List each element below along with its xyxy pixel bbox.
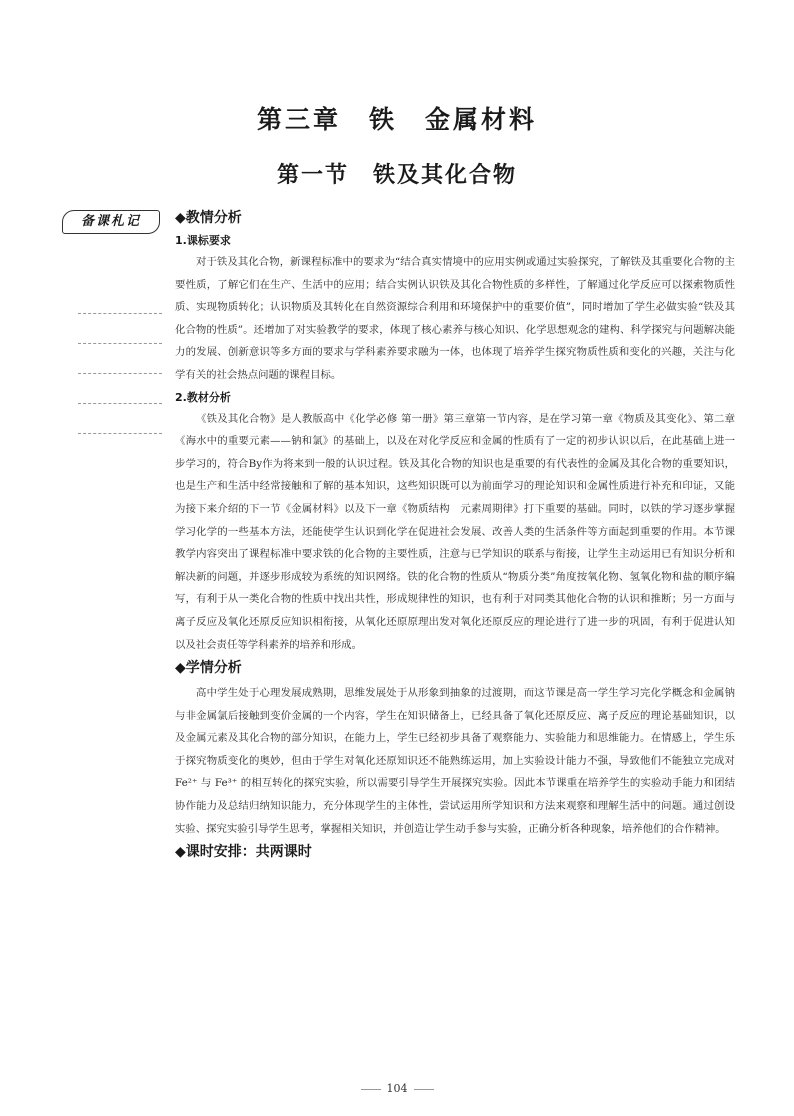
section-title: 第一节 铁及其化合物: [276, 162, 517, 188]
main-content: [175, 208, 735, 866]
textbook-analysis-heading: 2.教材分析: [175, 390, 231, 404]
curriculum-standard-heading: 1.课标要求: [175, 234, 231, 247]
curriculum-standard-text: 对于铁及其化合物，新课程标准中的要求为“结合真实情境中的应用实例或通过实验探究，了解铁及其重要化合物的主要性质，了解它们在生产、生活中的应用；结合实例认识铁及其化合物性质的多样性，了解通过化学反应可以探索物质性质、实现物质转化；认识物质及其转化在自然资源综合利用和环境保护中的重要价值”，同时增加了学生必做实验“铁及其化合物的性质”。还增加了对实验教学的要求，体现了核心素养与核心知识、化学思想观念的建构、科学探究与问题解决能力的发展、创新意识等多方面的要求与学科素养要求融为一体，也体现了培养学生探究物质性质和变化的兴趣，关注与化学有关的社会热点问题的课程目标。: [175, 256, 735, 381]
schedule-heading: ◆课时安排：共两课时: [175, 844, 312, 861]
note-line: [78, 312, 162, 314]
notes-column: [78, 250, 162, 462]
teaching-analysis-heading: ◆教情分析: [175, 210, 242, 226]
note-line: [78, 432, 162, 434]
chapter-title: 第三章 铁 金属材料: [256, 105, 537, 134]
student-analysis-text: 高中学生处于心理发展成熟期，思维发展处于从形象到抽象的过渡期，而这节课是高一学生学习完化学概念和金属钠与非金属氯后接触到变价金属的一个内容，学生在知识储备上，已经具备了氧化还原反应、离子反应的理论基础知识，以及金属元素及其化合物的部分知识，在能力上，学生已经初步具备了观察能力、实验能力和思维能力。在情感上，学生乐于探究物质变化的奥妙，但由于学生对氧化还原知识还不能熟练运用，加上实验设计能力不强，导致他们不能独立完成对 Fe²⁺ 与 Fe³⁺ 的相互转化的探究实验，所以需要引导学生开展探究实验。因此本节课重在培养学生的实验动手能力和团结协作能力及总结归纳知识能力，充分体现学生的主体性，尝试运用所学知识和方法来观察和理解生活中的问题。通过创设实验、探究实验引导学生思考，掌握相关知识，并创造让学生动手参与实验，正确分析各种现象，培养他们的合作精神。: [175, 687, 735, 835]
textbook-analysis-text: 《铁及其化合物》是人教版高中《化学必修 第一册》第三章第一节内容，是在学习第一章《物质及其变化》、第二章《海水中的重要元素——钠和氯》的基础上，以及在对化学反应和金属的性质有了一定的初步认识以后，在此基础上进一步学习的，符合By作为将来到一般的认识过程。铁及其化合物的知识也是重要的有代表性的金属及其化合物的重要知识，也是生产和生活中经常接触和了解的基本知识，这些知识既可以为前面学习的理论知识和金属性质进行补充和印证，又能为接下来介绍的下一节《金属材料》以及下一章《物质结构 元素周期律》打下重要的基础。同时，以铁的学习逐步掌握学习化学的一些基本方法，还能使学生认识到化学在促进社会发展、改善人类的生活条件等方面起到重要的作用。本节课教学内容突出了课程标准中要求铁的化合物的主要性质，注意与已学知识的联系与衔接，让学生主动运用已有知识分析和解决新的问题，并逐步形成较为系统的知识网络。铁的化合物的性质从“物质分类”角度按氧化物、氢氧化物和盐的顺序编写，有利于从一类化合物的性质中找出共性，形成规律性的知识，也有利于对同类其他化合物的认识和推断；另一方面与离子反应及氧化还原反应知识相衔接，从氧化还原原理出发对氧化还原反应的理论进行了进一步的巩固，有利于促进认知以及社会责任等学科素养的培养和形成。: [175, 412, 735, 651]
note-line: [78, 402, 162, 404]
student-analysis-heading: ◆学情分析: [175, 660, 242, 677]
note-line: [78, 372, 162, 374]
page-number: 104: [0, 1082, 794, 1095]
notes-badge: 备课札记: [62, 210, 160, 234]
note-line: [78, 342, 162, 344]
